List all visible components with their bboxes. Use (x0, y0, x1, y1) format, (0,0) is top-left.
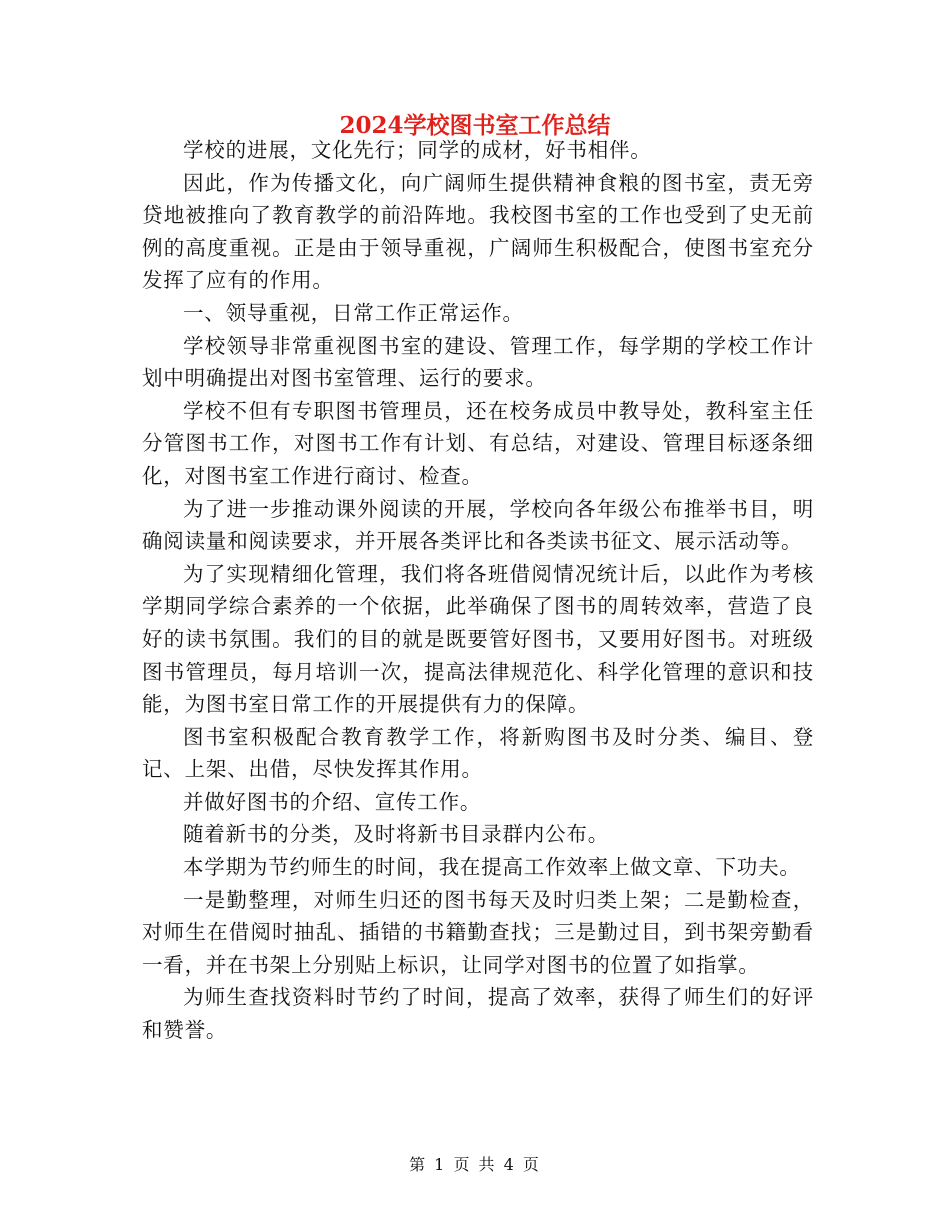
paragraph: 并做好图书的介绍、宣传工作。 (183, 789, 482, 814)
paragraph: 学校的进展，文化先行；同学的成材，好书相伴。 (183, 138, 652, 162)
paragraph: 学校不但有专职图书管理员，还在校务成员中教导处，教科室主任分管图书工作，对图书工作有计划、有总结，对建设、管理目标逐条细化，对图书室工作进行商讨、检查。 (142, 398, 814, 488)
section-heading: 一、领导重视，日常工作正常运作。 (183, 300, 524, 325)
paragraph: 本学期为节约师生的时间，我在提高工作效率上做文章、下功夫。 (183, 855, 801, 880)
paragraph: 随着新书的分类，及时将新书目录群内公布。 (183, 822, 609, 847)
paragraph: 图书室积极配合教育教学工作，将新购图书及时分类、编目、登记、上架、出借，尽快发挥其作用。 (142, 724, 814, 782)
document-title: 2024学校图书室工作总结 (339, 112, 611, 139)
paragraph: 学校领导非常重视图书室的建设、管理工作，每学期的学校工作计划中明确提出对图书室管理、运行的要求。 (142, 333, 814, 391)
page-number-footer: 第 1 页 共 4 页 (409, 1155, 541, 1174)
paragraph: 为师生查找资料时节约了时间，提高了效率，获得了师生们的好评和赞誉。 (142, 985, 814, 1043)
document-body (142, 134, 814, 1047)
paragraph: 一是勤整理，对师生归还的图书每天及时归类上架；二是勤检查，对师生在借阅时抽乱、插错的书籍勤查找；三是勤过目，到书架旁勤看一看，并在书架上分别贴上标识，让同学对图书的位置了如指掌。 (142, 887, 814, 977)
paragraph: 为了实现精细化管理，我们将各班借阅情况统计后，以此作为考核学期同学综合素养的一个依据，此举确保了图书的周转效率，营造了良好的读书氛围。我们的目的就是既要管好图书，又要用好图书。对班级图书管理员，每月培训一次，提高法律规范化、科学化管理的意识和技能，为图书室日常工作的开展提供有力的保障。 (142, 561, 814, 717)
paragraph: 为了进一步推动课外阅读的开展，学校向各年级公布推举书目，明确阅读量和阅读要求，并开展各类评比和各类读书征文、展示活动等。 (142, 496, 814, 554)
paragraph: 因此，作为传播文化，向广阔师生提供精神食粮的图书室，责无旁贷地被推向了教育教学的前沿阵地。我校图书室的工作也受到了史无前例的高度重视。正是由于领导重视，广阔师生积极配合，使图书室充分发挥了应有的作用。 (142, 170, 814, 293)
